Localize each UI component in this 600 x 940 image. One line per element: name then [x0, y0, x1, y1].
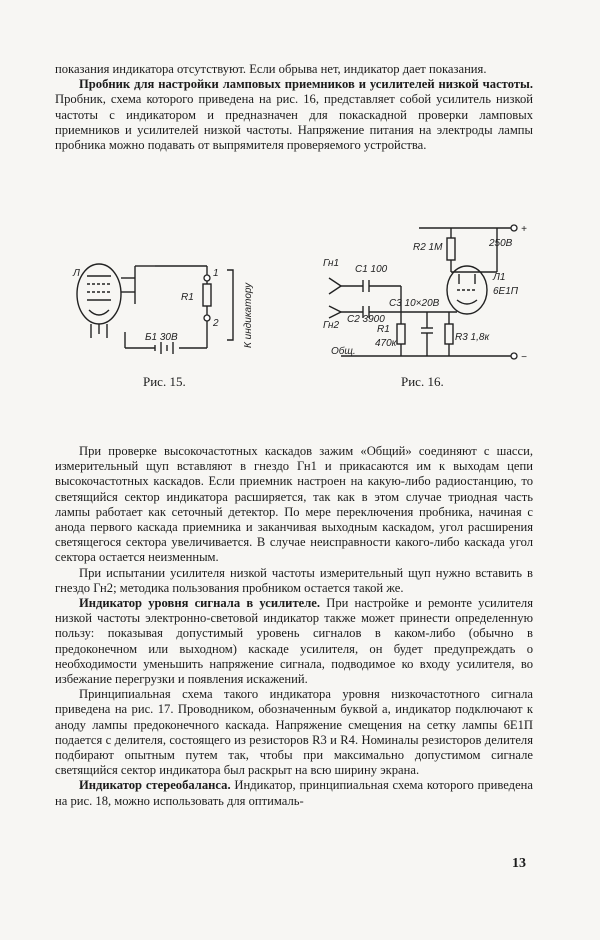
fig16-r1-label: R1	[377, 324, 390, 335]
paragraph-4: При испытании усилителя низкой частоты измерительный щуп нужно вставить в гнездо Гн2; методика пользования пробником остается такой же.	[55, 565, 533, 595]
fig16-c2-label: C2 3900	[347, 314, 385, 325]
fig16-minus-label: −	[521, 352, 527, 363]
paragraph-6: Принципиальная схема такого индикатора уровня низкочастотного сигнала приведена на рис. 17. Проводником, обозначенным буквой а, индикатор подключают к аноду лампы предоконечного каскада. Напряжение смещения на сетку лампы 6Е1П подается с делителя, состоящего из резисторов R3 и R4. Номиналы резисторов делителя подбирают опытным путем так, чтобы при максимально допустимом сигнале светящийся сектор индикатора был раскрыт на всю ширину экрана.	[55, 687, 533, 778]
fig16-c1-label: C1 100	[355, 264, 388, 275]
paragraph-2	[55, 77, 533, 153]
paragraph-2-body: Пробник, схема которого приведена на рис. 16, представляет собой усилитель низкой частоты с индикатором и предназначен для покаскадной проверки ламповых приемников и усилителей низкой частоты. Напряжение питания на электроды лампы пробника можно подавать от выпрямителя проверяемого устройства.	[55, 92, 533, 153]
fig15-side-label: К индикатору	[243, 282, 254, 348]
fig15-lamp-label: Л	[73, 268, 80, 279]
paragraph-7-title: Индикатор стереобаланса.	[79, 778, 231, 793]
figures-area	[55, 226, 535, 398]
figure-15-caption: Рис. 15.	[143, 374, 186, 389]
text-block-top	[55, 62, 533, 153]
paragraph-7	[55, 778, 533, 808]
fig16-voltage-label: 250В	[489, 238, 513, 249]
figure-16-schematic	[321, 220, 535, 370]
fig15-battery-label: Б1 30В	[145, 332, 178, 343]
fig15-resistor-label: R1	[181, 292, 194, 303]
fig16-lamp-label: Л1	[493, 272, 506, 283]
paragraph-1: показания индикатора отсутствуют. Если обрыва нет, индикатор дает показания.	[55, 62, 487, 76]
figure-16-caption: Рис. 16.	[401, 374, 444, 389]
paragraph-5	[55, 596, 533, 687]
fig16-gn1-label: Гн1	[323, 258, 340, 269]
paragraph-5-body: При настройке и ремонте усилителя низкой частоты электронно-световой индикатор также может принести определенную пользу: показывая допустимый уровень сигналов в каком-либо (обычно в предоконечном или выходном) каскаде усилителя, он будет предупреждать о необходимости уменьшить напряжение сигнала, подводимое ко входу усилителя, во избежание перегрузки и появления искажений.	[55, 596, 533, 687]
fig16-r1-value: 470к	[375, 338, 397, 349]
fig15-terminal-2: 2	[213, 318, 219, 329]
text-block-bottom	[55, 444, 533, 809]
figure-15-schematic	[55, 226, 270, 366]
fig16-lamp-type: 6Е1П	[493, 286, 519, 297]
fig16-r3-label: R3 1,8к	[455, 332, 490, 343]
fig15-terminal-1: 1	[213, 268, 219, 279]
paragraph-3: При проверке высокочастотных каскадов зажим «Общий» соединяют с шасси, измерительный щуп вставляют в гнездо Гн1 и прикасаются им к выходам цепи высокочастотных каскадов. Если приемник настроен на какую-либо радиостанцию, то светящийся сектор индикатора расширяется, так как в этом случае триодная часть лампы работает как сеточный детектор. По мере переключения пробника, начиная с анода первого каскада приемника и заканчивая выходным каскадом, угол расширения светящегося сектора увеличивается. В случае неисправности какого-либо каскада угол сектора остается неизменным.	[55, 444, 533, 565]
paragraph-7-body: Индикатор, принципиальная схема которого приведена на рис. 18, можно использовать для оптималь-	[55, 778, 533, 808]
fig16-r2-label: R2 1М	[413, 242, 443, 253]
fig16-gn2-label: Гн2	[323, 320, 340, 331]
page-number: 13	[512, 856, 526, 871]
paragraph-5-title: Индикатор уровня сигнала в усилителе.	[79, 596, 321, 611]
fig16-plus-label: +	[521, 224, 527, 235]
paragraph-2-title: Пробник для настройки ламповых приемников и усилителей низкой частоты.	[79, 77, 533, 92]
fig16-common-label: Общ.	[331, 346, 356, 357]
fig16-c3-label: C3 10×20В	[389, 298, 440, 309]
